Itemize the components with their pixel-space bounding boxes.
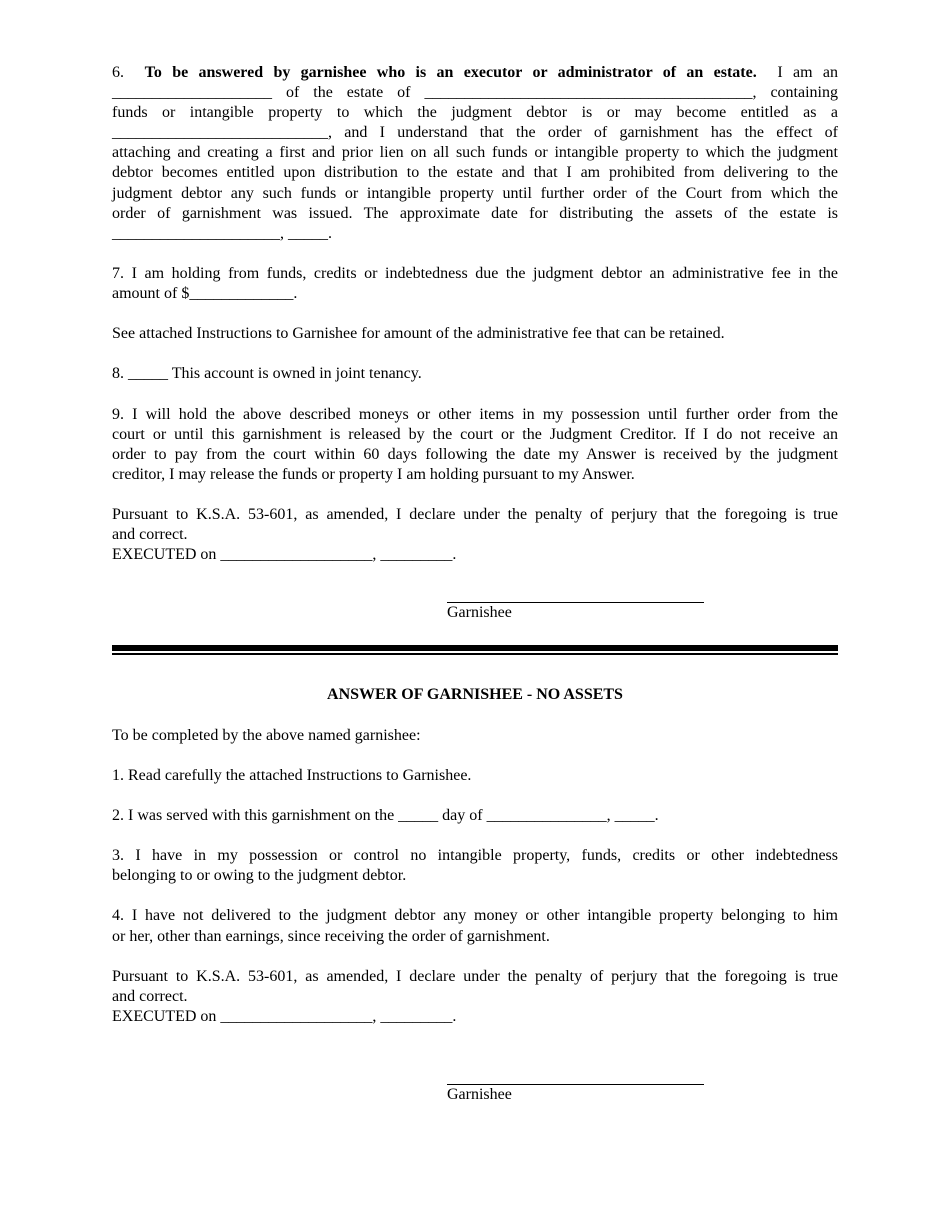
item-6-line-1 <box>112 63 838 83</box>
item-6-line-2: ____________________ of the estate of _________________________________________, containing <box>112 84 838 102</box>
item-6-line-9: _____________________, _____. <box>112 224 332 242</box>
bottom-item-3-line-2: belonging to or owing to the judgment debtor. <box>112 867 407 885</box>
item-7-line-2: amount of $_____________. <box>112 285 298 303</box>
declaration-top-line-1: Pursuant to K.S.A. 53-601, as amended, I declare under the penalty of perjury that the foregoing is true <box>112 506 838 524</box>
bottom-item-3-line-1: 3. I have in my possession or control no intangible property, funds, credits or other indebtedness <box>112 847 838 865</box>
item-9-line-2: court or until this garnishment is released by the court or the Judgment Creditor. If I do not receive an <box>112 425 838 443</box>
bottom-item-1: 1. Read carefully the attached Instructions to Garnishee. <box>112 766 472 784</box>
declaration-bottom-line-2: and correct. <box>112 987 188 1005</box>
see-attached-note: See attached Instructions to Garnishee for amount of the administrative fee that can be retained. <box>112 325 725 343</box>
intro-text: To be completed by the above named garnishee: <box>112 726 421 744</box>
section-title: ANSWER OF GARNISHEE - NO ASSETS <box>327 686 623 704</box>
item-9-line-3: order to pay from the court within 60 days following the date my Answer is received by the judgment <box>112 445 838 463</box>
bottom-item-4 <box>112 906 838 946</box>
declaration-top <box>112 505 838 565</box>
executed-on-top: EXECUTED on ___________________, _________. <box>112 546 457 564</box>
item-8: 8. _____ This account is owned in joint tenancy. <box>112 365 422 383</box>
signature-label-bottom: Garnishee <box>447 1086 512 1104</box>
bottom-item-4-line-2: or her, other than earnings, since receiving the order of garnishment. <box>112 927 550 945</box>
declaration-bottom <box>112 967 838 1027</box>
item-7-line-1: 7. I am holding from funds, credits or indebtedness due the judgment debtor an administrative fee in the <box>112 264 838 282</box>
declaration-top-line-2: and correct. <box>112 526 188 544</box>
item-6 <box>112 63 838 244</box>
section-divider-thin <box>112 653 838 655</box>
item-6-line-8: order of garnishment was issued. The approximate date for distributing the assets of the estate is <box>112 204 838 222</box>
bottom-item-3 <box>112 846 838 886</box>
section-divider-thick <box>112 645 838 651</box>
item-6-line-5: attaching and creating a first and prior lien on all such funds or intangible property to which the judgment <box>112 144 838 162</box>
item-6-line-1-tail: I am an <box>777 64 838 81</box>
item-7 <box>112 264 838 304</box>
item-9-line-1: 9. I will hold the above described moneys or other items in my possession until further order from the <box>112 405 838 423</box>
signature-line-top <box>447 583 704 603</box>
bottom-item-2: 2. I was served with this garnishment on the _____ day of _______________, _____. <box>112 807 659 824</box>
item-6-line-3: funds or intangible property to which the judgment debtor is or may become entitled as a <box>112 104 838 122</box>
signature-label-top: Garnishee <box>447 604 512 622</box>
item-9 <box>112 405 838 485</box>
bottom-item-4-line-1: 4. I have not delivered to the judgment debtor any money or other intangible property belonging to him <box>112 907 838 925</box>
signature-line-bottom <box>447 1065 704 1085</box>
declaration-bottom-line-1: Pursuant to K.S.A. 53-601, as amended, I declare under the penalty of perjury that the foregoing is true <box>112 967 838 985</box>
item-9-line-4: creditor, I may release the funds or property I am holding pursuant to my Answer. <box>112 465 635 483</box>
item-6-line-7: judgment debtor any such funds or intangible property until further order of the Court from which the <box>112 184 838 202</box>
document-content <box>112 63 838 1105</box>
item-6-line-4: ___________________________, and I understand that the order of garnishment has the effect of <box>112 124 838 142</box>
signature-block-top <box>447 583 838 623</box>
executed-on-bottom: EXECUTED on ___________________, _________. <box>112 1007 457 1025</box>
item-6-heading: To be answered by garnishee who is an executor or administrator of an estate. <box>144 64 757 81</box>
item-6-line-6: debtor becomes entitled upon distribution to the estate and that I am prohibited from delivering to the <box>112 164 838 182</box>
signature-block-bottom <box>447 1065 838 1105</box>
item-6-number: 6. <box>112 64 124 81</box>
